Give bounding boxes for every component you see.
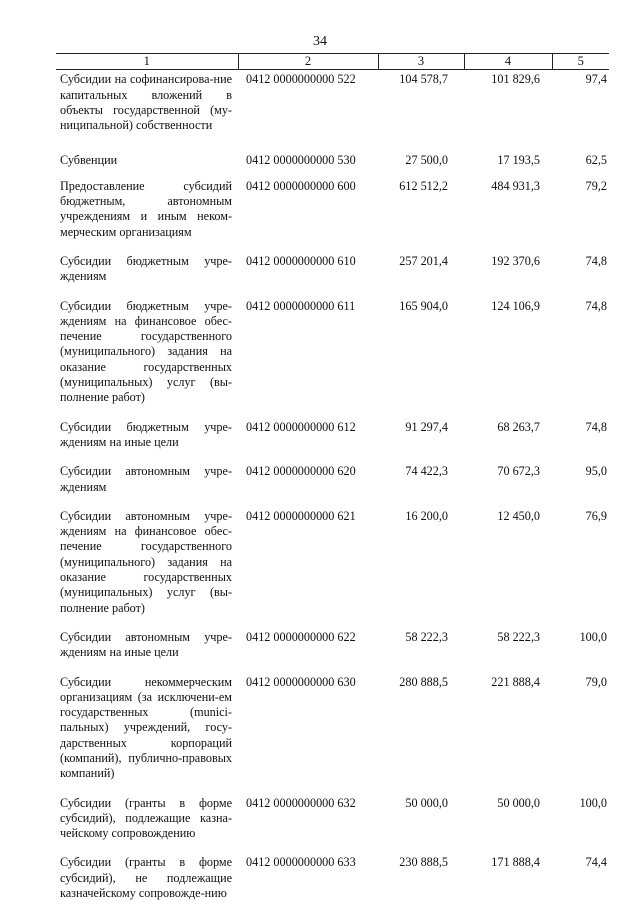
row-code-cell: 0412 0000000000 630	[246, 674, 356, 689]
row-spacer	[56, 133, 609, 151]
row-spacer-cell	[56, 240, 609, 252]
table-body	[56, 70, 609, 902]
row-percent-cell: 62,5	[585, 153, 607, 168]
row-spacer-cell	[56, 841, 609, 853]
row-value-actual-cell: 221 888,4	[491, 674, 540, 689]
row-percent-cell: 74,4	[585, 855, 607, 870]
row-code-cell: 0412 0000000000 610	[246, 253, 356, 268]
row-spacer-cell	[56, 406, 609, 418]
row-spacer	[56, 240, 609, 252]
row-code-cell: 0412 0000000000 600	[246, 178, 356, 193]
row-code-cell: 0412 0000000000 633	[246, 855, 356, 870]
row-code-cell: 0412 0000000000 622	[246, 629, 356, 644]
row-value-actual-cell: 68 263,7	[497, 419, 540, 434]
row-name-cell: Субсидии автономным учре-ждениям	[60, 464, 232, 494]
row-percent-cell: 74,8	[585, 298, 607, 313]
row-name-cell: Субсидии автономным учре-ждениям на иные цели	[60, 629, 232, 660]
row-code-cell: 0412 0000000000 530	[246, 153, 356, 168]
row-percent-cell: 95,0	[585, 464, 607, 479]
row-value-plan-cell: 91 297,4	[405, 419, 448, 434]
row-value-plan-cell: 612 512,2	[399, 178, 448, 193]
row-spacer	[56, 450, 609, 462]
row-percent-cell: 76,9	[585, 508, 607, 523]
row-value-actual-cell: 124 106,9	[491, 298, 540, 313]
row-value-actual-cell: 192 370,6	[491, 253, 540, 268]
row-spacer-cell	[56, 133, 609, 151]
row-name-cell: Субсидии на софинансирова-ние капитальных вложений в объекты государственной (му-ниципальной) собственности	[60, 72, 232, 133]
row-spacer-cell	[56, 495, 609, 507]
row-spacer	[56, 169, 609, 177]
row-value-actual-cell: 58 222,3	[497, 629, 540, 644]
row-percent-cell: 74,8	[585, 419, 607, 434]
row-percent-cell: 79,2	[585, 178, 607, 193]
row-value-actual-cell: 12 450,0	[497, 508, 540, 523]
row-name-cell: Субсидии (гранты в форме субсидий), не подлежащие казначейскому сопровожде-нию	[60, 855, 232, 901]
row-name-cell: Предоставление субсидий бюджетным, автономным учреждениям и иным неком-мерческим организациям	[60, 178, 232, 239]
row-spacer	[56, 661, 609, 673]
table-row	[56, 794, 609, 842]
table-row	[56, 418, 609, 451]
row-spacer-cell	[56, 450, 609, 462]
row-value-actual-cell: 101 829,6	[491, 72, 540, 87]
column-header-5: 5	[552, 54, 609, 70]
row-name-cell: Субсидии автономным учре-ждениям на финансовое обес-печение государственного (муниципального) задания на оказание государственных (муниципальных) услуг (вы-полнение работ)	[60, 508, 232, 615]
row-value-actual-cell: 171 888,4	[491, 855, 540, 870]
row-value-plan-cell: 257 201,4	[399, 253, 448, 268]
row-name-cell: Субсидии бюджетным учре-ждениям на иные цели	[60, 419, 232, 449]
row-name-cell: Субсидии бюджетным учре-ждениям	[60, 253, 232, 284]
row-value-plan-cell: 16 200,0	[405, 508, 448, 523]
row-name-cell: Субсидии бюджетным учре-ждениям на финансовое обес-печение государственного (муниципального) задания на оказание государственных (муниципальных) услуг (вы-полнение работ)	[60, 298, 232, 405]
row-percent-cell: 100,0	[579, 629, 607, 644]
table-row	[56, 628, 609, 661]
row-value-actual-cell: 50 000,0	[497, 795, 540, 810]
row-code-cell: 0412 0000000000 522	[246, 72, 356, 87]
row-code-cell: 0412 0000000000 632	[246, 795, 356, 810]
row-value-plan-cell: 280 888,5	[399, 674, 448, 689]
row-name-cell: Субвенции	[60, 153, 118, 168]
table-row	[56, 70, 609, 134]
table-row	[56, 462, 609, 495]
row-spacer-cell	[56, 661, 609, 673]
row-spacer	[56, 406, 609, 418]
row-percent-cell: 79,0	[585, 674, 607, 689]
row-percent-cell: 97,4	[585, 72, 607, 87]
row-spacer-cell	[56, 616, 609, 628]
row-spacer	[56, 616, 609, 628]
row-value-plan-cell: 58 222,3	[405, 629, 448, 644]
row-spacer	[56, 285, 609, 297]
row-value-actual-cell: 70 672,3	[497, 464, 540, 479]
row-value-actual-cell: 17 193,5	[497, 153, 540, 168]
row-name-cell: Субсидии некоммерческим организациям (за исключени-ем государственных (munici-пальных) учреждений, госу-дарственных корпораций (компаний), публично-правовых компаний)	[60, 674, 232, 781]
row-spacer-cell	[56, 285, 609, 297]
row-value-plan-cell: 104 578,7	[399, 72, 448, 87]
row-code-cell: 0412 0000000000 612	[246, 419, 356, 434]
row-spacer-cell	[56, 782, 609, 794]
table-row	[56, 252, 609, 285]
row-spacer	[56, 782, 609, 794]
row-spacer	[56, 495, 609, 507]
row-value-plan-cell: 50 000,0	[405, 795, 448, 810]
table-row	[56, 673, 609, 782]
column-header-3: 3	[378, 54, 464, 70]
row-name-cell: Субсидии (гранты в форме субсидий), подлежащие казна-чейскому сопровождению	[60, 795, 232, 841]
row-value-plan-cell: 74 422,3	[405, 464, 448, 479]
table-header	[56, 54, 609, 70]
row-spacer-cell	[56, 169, 609, 177]
column-header-2: 2	[238, 54, 378, 70]
table-row	[56, 297, 609, 406]
row-code-cell: 0412 0000000000 611	[246, 298, 356, 313]
page-number: 34	[313, 34, 327, 49]
row-code-cell: 0412 0000000000 620	[246, 464, 356, 479]
row-value-plan-cell: 27 500,0	[405, 153, 448, 168]
row-value-actual-cell: 484 931,3	[491, 178, 540, 193]
table-row	[56, 507, 609, 616]
row-value-plan-cell: 230 888,5	[399, 855, 448, 870]
column-header-1: 1	[56, 54, 238, 70]
row-code-cell: 0412 0000000000 621	[246, 508, 356, 523]
budget-table	[56, 53, 609, 901]
column-header-4: 4	[464, 54, 552, 70]
table-row	[56, 853, 609, 901]
table-row	[56, 177, 609, 240]
row-percent-cell: 74,8	[585, 253, 607, 268]
row-percent-cell: 100,0	[579, 795, 607, 810]
row-value-plan-cell: 165 904,0	[399, 298, 448, 313]
table-row	[56, 151, 609, 168]
row-spacer	[56, 841, 609, 853]
